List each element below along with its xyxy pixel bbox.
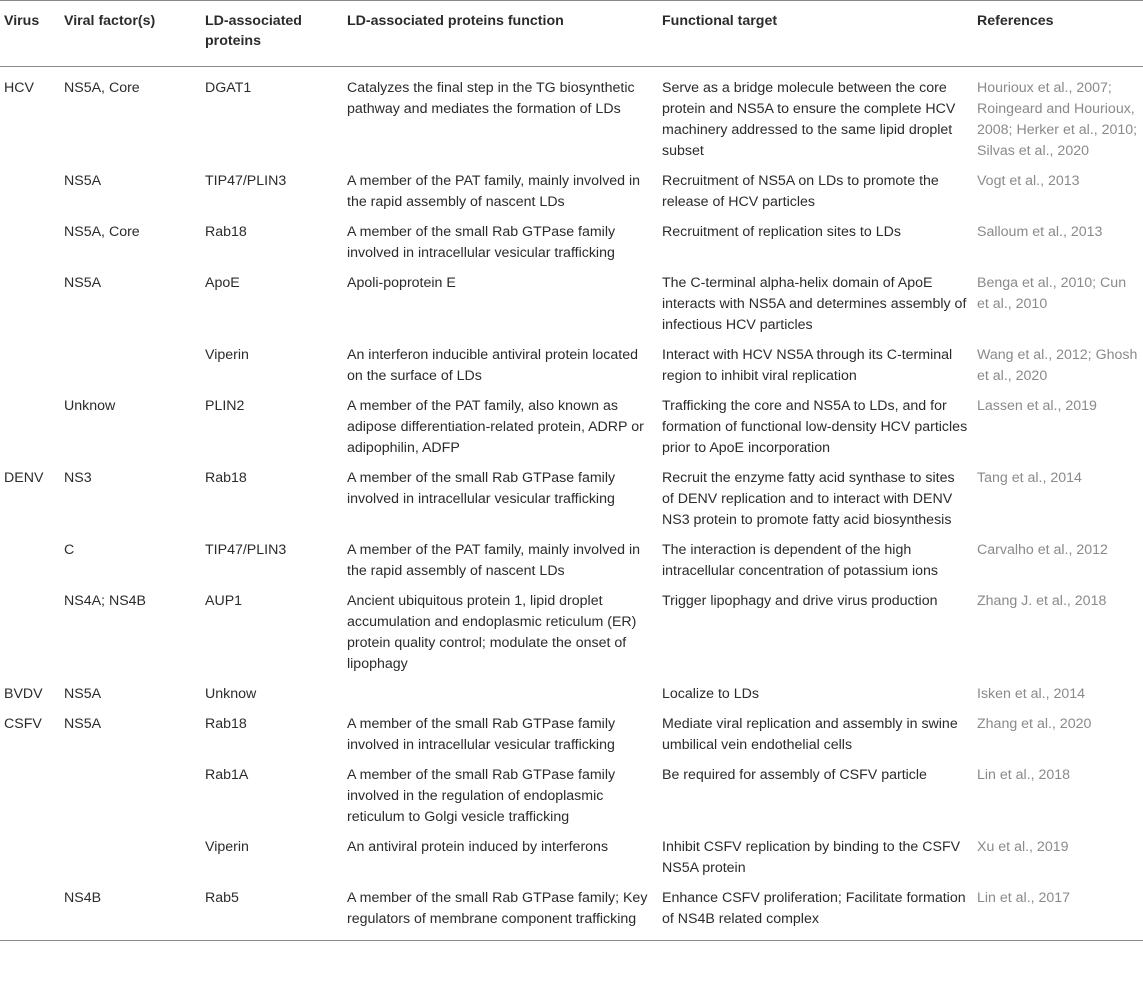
table-row <box>0 681 1143 711</box>
cell-references: Zhang et al., 2020 <box>977 716 1092 732</box>
cell-functional-target: Enhance CSFV proliferation; Facilitate formation of NS4B related complex <box>662 890 966 927</box>
table-row <box>0 834 1143 885</box>
cell-functional-target: Serve as a bridge molecule between the core protein and NS5A to ensure the complete HCV machinery addressed to the same lipid droplet subset <box>662 80 956 159</box>
cell-functional-target: Trafficking the core and NS5A to LDs, and for formation of functional low-density HCV particles prior to ApoE incorporation <box>662 398 968 456</box>
table-row <box>0 588 1143 681</box>
cell-ld-function: Ancient ubiquitous protein 1, lipid droplet accumulation and endoplasmic reticulum (ER) protein quality control; modulate the onset of lipophagy <box>347 593 637 672</box>
cell-ld-function: A member of the PAT family, mainly involved in the rapid assembly of nascent LDs <box>347 542 641 579</box>
cell-ld-function: An antiviral protein induced by interferons <box>347 839 609 855</box>
table-row <box>0 762 1143 834</box>
cell-virus <box>0 537 60 588</box>
cell-references: Vogt et al., 2013 <box>977 173 1080 189</box>
header-virus: Virus <box>4 13 40 29</box>
cell-virus <box>0 588 60 681</box>
cell-ld-function: An interferon inducible antiviral protein located on the surface of LDs <box>347 347 639 384</box>
cell-references: Xu et al., 2019 <box>977 839 1069 855</box>
table-row <box>0 537 1143 588</box>
cell-viral-factor: C <box>64 542 75 558</box>
cell-virus <box>0 270 60 342</box>
table-row <box>0 342 1143 393</box>
cell-functional-target: The C-terminal alpha-helix domain of ApoE interacts with NS5A and determines assembly of infectious HCV particles <box>662 275 967 333</box>
cell-ld-function: A member of the PAT family, mainly involved in the rapid assembly of nascent LDs <box>347 173 641 210</box>
cell-viral-factor: NS5A, Core <box>64 224 140 240</box>
cell-viral-factor <box>60 834 201 885</box>
cell-ld-function <box>343 681 658 711</box>
table-row <box>0 393 1143 465</box>
cell-viral-factor <box>60 762 201 834</box>
cell-ld-protein: TIP47/PLIN3 <box>205 173 287 189</box>
header-ld-proteins: LD-associated proteins <box>205 13 302 49</box>
cell-functional-target: Trigger lipophagy and drive virus production <box>662 593 938 609</box>
cell-viral-factor <box>60 342 201 393</box>
cell-references: Salloum et al., 2013 <box>977 224 1103 240</box>
table-row <box>0 67 1143 169</box>
cell-virus <box>0 393 60 465</box>
cell-functional-target: Recruitment of NS5A on LDs to promote the release of HCV particles <box>662 173 939 210</box>
cell-references: Zhang J. et al., 2018 <box>977 593 1107 609</box>
cell-references: Hourioux et al., 2007; Roingeard and Hourioux, 2008; Herker et al., 2010; Silvas et al., 2020 <box>977 80 1138 159</box>
cell-virus: CSFV <box>4 716 42 732</box>
cell-functional-target: Be required for assembly of CSFV particle <box>662 767 927 783</box>
cell-references: Benga et al., 2010; Cun et al., 2010 <box>977 275 1127 312</box>
cell-virus <box>0 762 60 834</box>
cell-ld-function: A member of the small Rab GTPase family involved in intracellular vesicular trafficking <box>347 470 616 507</box>
cell-ld-function: A member of the small Rab GTPase family involved in intracellular vesicular trafficking <box>347 224 616 261</box>
cell-viral-factor: NS5A <box>64 173 102 189</box>
header-functional-target: Functional target <box>662 13 778 29</box>
cell-virus <box>0 834 60 885</box>
cell-viral-factor: NS5A <box>64 686 102 702</box>
table-row <box>0 168 1143 219</box>
cell-virus <box>0 342 60 393</box>
cell-ld-protein: DGAT1 <box>205 80 252 96</box>
cell-viral-factor: NS4A; NS4B <box>64 593 147 609</box>
cell-viral-factor: NS4B <box>64 890 102 906</box>
header-viral-factors: Viral factor(s) <box>64 13 156 29</box>
cell-functional-target: Interact with HCV NS5A through its C-terminal region to inhibit viral replication <box>662 347 953 384</box>
table-row <box>0 465 1143 537</box>
table-header-row <box>0 1 1143 67</box>
cell-viral-factor: Unknow <box>64 398 116 414</box>
table-row <box>0 711 1143 762</box>
cell-viral-factor: NS5A <box>64 275 102 291</box>
table-row <box>0 270 1143 342</box>
cell-ld-protein: Unknow <box>205 686 257 702</box>
table-row <box>0 219 1143 270</box>
cell-ld-protein: Rab5 <box>205 890 239 906</box>
cell-ld-protein: AUP1 <box>205 593 243 609</box>
cell-references: Tang et al., 2014 <box>977 470 1082 486</box>
cell-functional-target: Inhibit CSFV replication by binding to the CSFV NS5A protein <box>662 839 961 876</box>
cell-references: Wang et al., 2012; Ghosh et al., 2020 <box>977 347 1138 384</box>
cell-viral-factor: NS5A <box>64 716 102 732</box>
cell-virus: BVDV <box>4 686 43 702</box>
cell-functional-target: Recruit the enzyme fatty acid synthase to sites of DENV replication and to interact with DENV NS3 protein to promote fatty acid biosynthesis <box>662 470 955 528</box>
cell-references: Lin et al., 2017 <box>977 890 1071 906</box>
cell-functional-target: Localize to LDs <box>662 686 759 702</box>
cell-ld-function: A member of the small Rab GTPase family involved in intracellular vesicular trafficking <box>347 716 616 753</box>
cell-ld-function: A member of the PAT family, also known as adipose differentiation-related protein, ADRP or adipophilin, ADFP <box>347 398 644 456</box>
cell-references: Lin et al., 2018 <box>977 767 1071 783</box>
cell-ld-protein: ApoE <box>205 275 240 291</box>
cell-functional-target: Mediate viral replication and assembly in swine umbilical vein endothelial cells <box>662 716 958 753</box>
cell-virus <box>0 219 60 270</box>
header-ld-function: LD-associated proteins function <box>347 13 564 29</box>
cell-viral-factor: NS3 <box>64 470 92 486</box>
cell-ld-protein: Viperin <box>205 347 249 363</box>
cell-references: Isken et al., 2014 <box>977 686 1086 702</box>
cell-ld-protein: Rab18 <box>205 224 247 240</box>
cell-ld-protein: Rab18 <box>205 470 247 486</box>
cell-virus: HCV <box>4 80 34 96</box>
cell-ld-protein: PLIN2 <box>205 398 245 414</box>
cell-viral-factor: NS5A, Core <box>64 80 140 96</box>
cell-ld-protein: Rab18 <box>205 716 247 732</box>
cell-virus <box>0 168 60 219</box>
cell-ld-function: A member of the small Rab GTPase family; Key regulators of membrane component trafficking <box>347 890 648 927</box>
cell-ld-protein: Viperin <box>205 839 249 855</box>
cell-ld-protein: TIP47/PLIN3 <box>205 542 287 558</box>
cell-references: Carvalho et al., 2012 <box>977 542 1108 558</box>
cell-functional-target: Recruitment of replication sites to LDs <box>662 224 901 240</box>
cell-ld-function: Apoli-poprotein E <box>347 275 456 291</box>
cell-ld-function: Catalyzes the final step in the TG biosynthetic pathway and mediates the formation of LDs <box>347 80 635 117</box>
cell-ld-protein: Rab1A <box>205 767 249 783</box>
cell-virus <box>0 885 60 941</box>
cell-virus: DENV <box>4 470 44 486</box>
header-references: References <box>977 13 1054 29</box>
table-row <box>0 885 1143 941</box>
cell-references: Lassen et al., 2019 <box>977 398 1097 414</box>
cell-ld-function: A member of the small Rab GTPase family involved in the regulation of endoplasmic reticulum to Golgi vesicle trafficking <box>347 767 616 825</box>
cell-functional-target: The interaction is dependent of the high intracellular concentration of potassium ions <box>662 542 939 579</box>
